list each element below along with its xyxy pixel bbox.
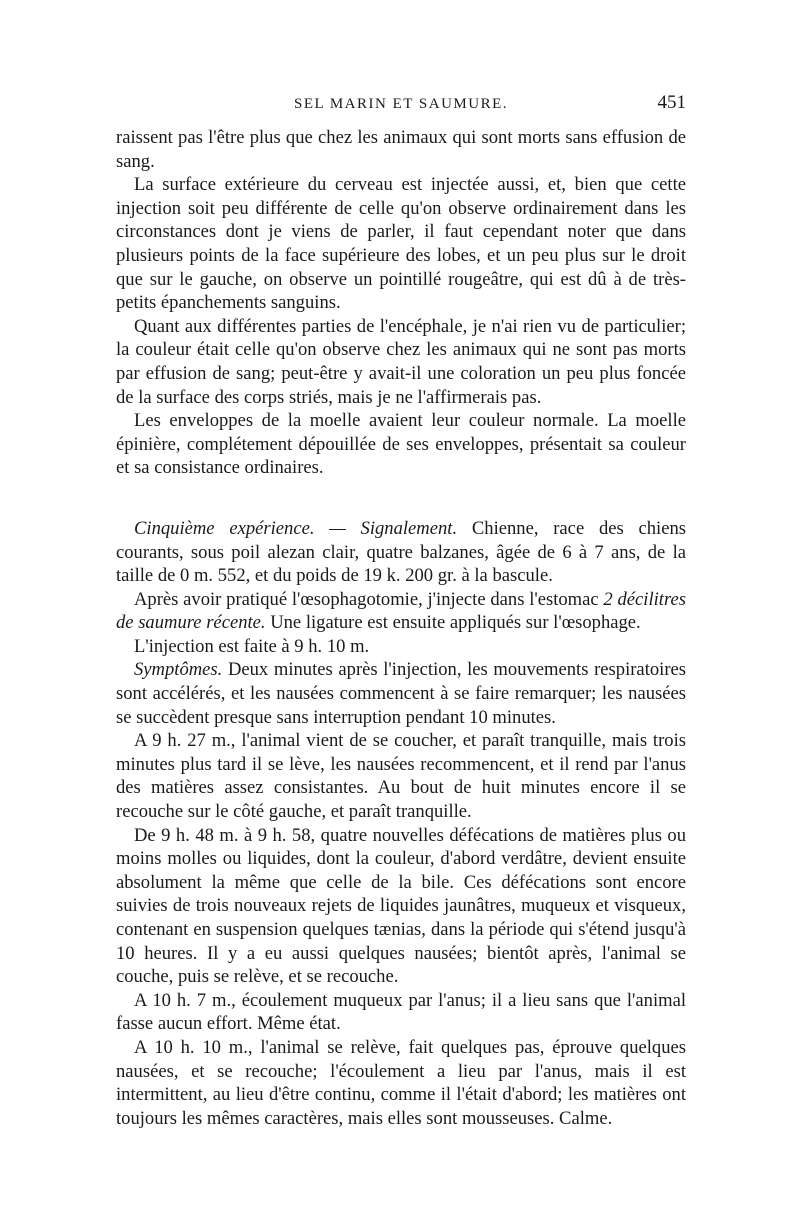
page-header [116, 92, 686, 118]
procedure-text: Après avoir pratiqué l'œsophagotomie, j'injecte dans l'estomac [134, 588, 604, 610]
paragraph-948: De 9 h. 48 m. à 9 h. 58, quatre nouvelles défécations de matières plus ou moins molles ou liquides, dont la couleur, d'abord verdâtre, devient ensuite absolument la même que celle de la bile. Ces défécations sont encore suivies de trois nouveaux rejets de liquides jaunâtres, muqueux et visqueux, contenant en suspension quelques tænias, dans la période qui s'étend jusqu'à 10 heures. Il y a eu aussi quelques nausées; bientôt après, l'animal se couche, puis se relève, et se recouche. [116, 824, 686, 988]
body-text [116, 126, 686, 1130]
procedure-dose: 2 décilitres de saumure récente. [116, 588, 686, 634]
running-title: SEL MARIN ET SAUMURE. [293, 96, 508, 112]
page-number: 451 [657, 92, 686, 113]
paragraph-encephalon: Quant aux différentes parties de l'encéphale, je n'ai rien vu de particulier; la couleur était celle qu'on observe chez les animaux qui ne sont pas morts par effusion de sang; peut-être y avait-il une coloration un peu plus foncée de la surface des corps striés, mais je ne l'affirmerais pas. [116, 315, 686, 408]
experiment-title: Cinquième expérience. — Signalement. [134, 517, 458, 539]
symptoms-text: Deux minutes après l'injection, les mouvements respiratoires sont accélérés, et les nausées commencent à se faire remarquer; les nausées se succèdent presque sans interruption pendant 10 minutes. [116, 659, 686, 728]
paragraph-spinal-cord: Les enveloppes de la moelle avaient leur couleur normale. La moelle épinière, complétement dépouillée de ses enveloppes, présentait sa couleur et sa consistance ordinaires. [116, 410, 686, 479]
paragraph-continuation: raissent pas l'être plus que chez les animaux qui sont morts sans effusion de sang. [116, 127, 686, 172]
paragraph-1007: A 10 h. 7 m., écoulement muqueux par l'anus; il a lieu sans que l'animal fasse aucun effort. Même état. [116, 989, 686, 1035]
paragraph-1010: A 10 h. 10 m., l'animal se relève, fait quelques pas, éprouve quelques nausées, et se recouche; l'écoulement a lieu par l'anus, mais il est intermittent, au lieu d'être continu, comme il l'était d'abord; les matières ont toujours les mêmes caractères, mais elles sont mousseuses. Calme. [116, 1036, 686, 1129]
procedure-text-end: Une ligature est ensuite appliqués sur l'œsophage. [265, 612, 641, 634]
symptoms-label: Symptômes. [134, 659, 223, 681]
paragraph-brain-surface: La surface extérieure du cerveau est injectée aussi, et, bien que cette injection soit peu différente de celle qu'on observe ordinairement dans les circonstances dont je viens de parler, il faut cependant noter que dans plusieurs points de la face supérieure des lobes, et un peu plus sur le droit que sur le gauche, on observe un pointillé rougeâtre, qui est dû à de très-petits épanchements sanguins. [116, 174, 686, 314]
paragraph-experiment-heading [116, 517, 686, 588]
section-gap [116, 480, 686, 517]
paragraph-927: A 9 h. 27 m., l'animal vient de se coucher, et paraît tranquille, mais trois minutes plus tard il se lève, les nausées recommencent, et il rend par l'anus des matières assez consistantes. Au bout de huit minutes encore il se recouche sur le côté gauche, et paraît tranquille. [116, 730, 686, 823]
experiment-description: Chienne, race des chiens courants, sous poil alezan clair, quatre balzanes, âgée de 6 à 7 ans, de la taille de 0 m. 552, et du poids de 19 k. 200 gr. à la bascule. [116, 517, 686, 587]
paragraph-injection-time: L'injection est faite à 9 h. 10 m. [134, 635, 370, 657]
paragraph-injection-procedure [116, 588, 686, 635]
paragraph-symptoms [116, 658, 686, 729]
